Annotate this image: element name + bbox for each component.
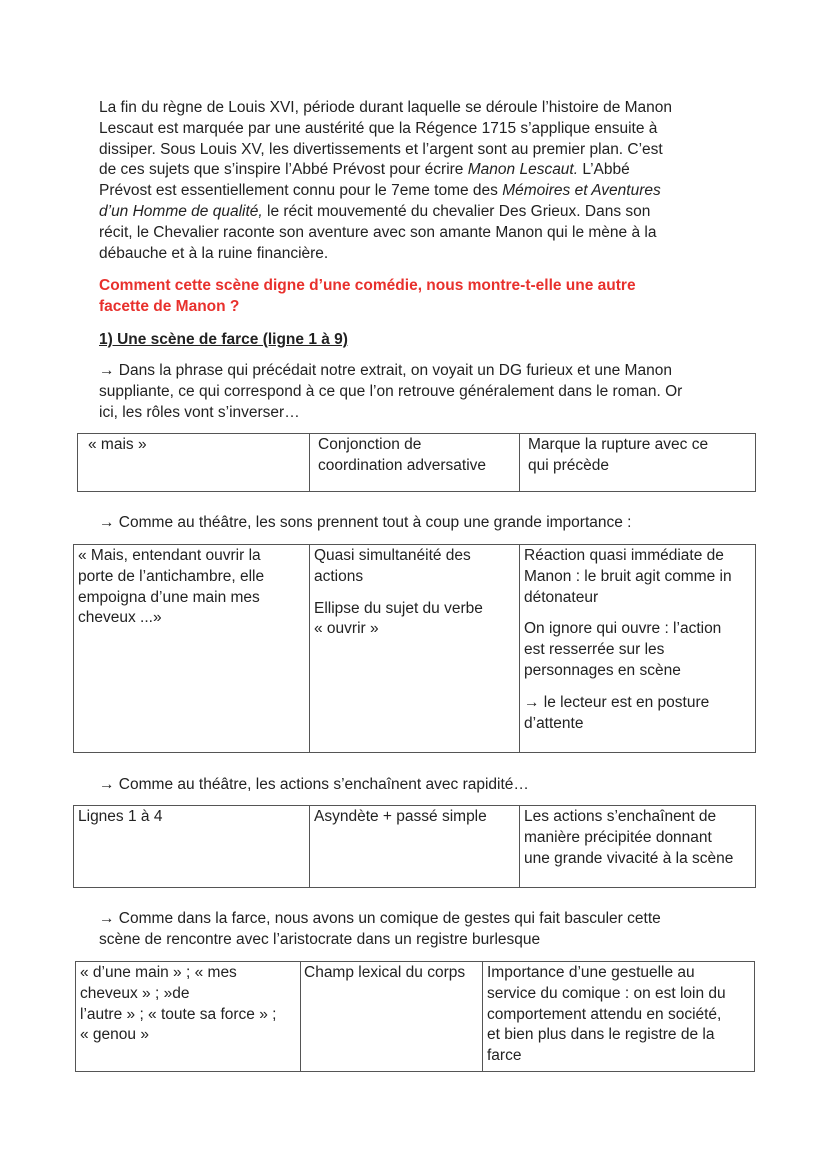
cell-line: « mais » bbox=[88, 436, 147, 453]
cell-line: manière précipitée donnant bbox=[524, 828, 712, 846]
intro-line bbox=[99, 202, 739, 223]
section-heading: 1) Une scène de farce (ligne 1 à 9) bbox=[99, 331, 348, 348]
intro-line: La fin du règne de Louis XVI, période durant laquelle se déroule l’histoire de Manon bbox=[99, 99, 673, 116]
cell-line: Lignes 1 à 4 bbox=[78, 808, 163, 825]
intro-line bbox=[99, 160, 739, 181]
cell-line: Réaction quasi immédiate de bbox=[524, 547, 724, 564]
analysis-table-1 bbox=[77, 433, 756, 492]
quote-cell bbox=[74, 545, 310, 753]
cell-line: détonateur bbox=[524, 588, 599, 606]
cell-line: Champ lexical du corps bbox=[304, 964, 466, 981]
cell-paragraph bbox=[524, 619, 751, 681]
cell-line: et bien plus dans le registre de la bbox=[487, 1026, 715, 1044]
cell-line: cheveux » ; »de bbox=[80, 984, 190, 1002]
quote-cell bbox=[76, 962, 301, 1072]
table-row bbox=[74, 545, 756, 753]
cell-line: Ellipse du sujet du verbe bbox=[314, 599, 483, 617]
interpretation-cell bbox=[520, 434, 756, 492]
procede-cell bbox=[310, 434, 520, 492]
cell-line: On ignore qui ouvre : l’action bbox=[524, 620, 722, 638]
cell-line: Conjonction de bbox=[318, 436, 422, 453]
cell-line: Importance d’une gestuelle au bbox=[487, 964, 695, 981]
cell-line: « genou » bbox=[80, 1026, 149, 1044]
cell-line: qui précède bbox=[528, 456, 610, 474]
cell-line: porte de l’antichambre, elle bbox=[78, 567, 265, 585]
interpretation-cell bbox=[483, 962, 755, 1072]
table-row bbox=[78, 434, 756, 492]
cell-line: d’attente bbox=[524, 714, 584, 732]
table-row bbox=[74, 806, 756, 888]
intro-text: Prévost est essentiellement connu pour le 7eme tome des bbox=[99, 182, 503, 200]
cell-paragraph bbox=[524, 693, 751, 735]
intro-paragraph bbox=[99, 98, 739, 264]
cell-line: coordination adversative bbox=[318, 456, 487, 474]
cell-line: « d’une main » ; « mes bbox=[80, 964, 237, 981]
cell-line: comportement attendu en société, bbox=[487, 1005, 722, 1023]
table-row bbox=[76, 962, 755, 1072]
procede-cell bbox=[310, 545, 520, 753]
cell-line: empoigna d’une main mes bbox=[78, 588, 260, 606]
cell-line: une grande vivacité à la scène bbox=[524, 849, 734, 867]
interpretation-cell bbox=[520, 806, 756, 888]
book-title: d’un Homme de qualité, bbox=[99, 202, 263, 220]
intro-line: ici, les rôles vont s’inverser… bbox=[99, 403, 300, 421]
analysis-table-3 bbox=[73, 805, 756, 888]
intro-line: scène de rencontre avec l’aristocrate dans un registre burlesque bbox=[99, 930, 541, 948]
intro-line: suppliante, ce qui correspond à ce que l’on retrouve généralement dans le roman. Or bbox=[99, 382, 683, 400]
cell-line: farce bbox=[487, 1047, 522, 1065]
book-title: Mémoires et Aventures bbox=[502, 182, 661, 200]
intro-text: le récit mouvementé du chevalier Des Grieux. Dans son bbox=[262, 202, 651, 220]
procede-cell bbox=[310, 806, 520, 888]
interpretation-cell bbox=[520, 545, 756, 753]
cell-line: Quasi simultanéité des bbox=[314, 547, 471, 564]
cell-line: Manon : le bruit agit comme in bbox=[524, 567, 732, 585]
section4-intro bbox=[99, 909, 739, 951]
problematic-question bbox=[99, 276, 739, 318]
analysis-table-2 bbox=[73, 544, 756, 753]
intro-line: récit, le Chevalier raconte son aventure avec son amante Manon qui le mène à la bbox=[99, 223, 657, 241]
intro-line: → Comme dans la farce, nous avons un comique de gestes qui fait basculer cette bbox=[99, 910, 661, 927]
cell-paragraph bbox=[314, 546, 515, 588]
section3-intro: → Comme au théâtre, les actions s’enchaînent avec rapidité… bbox=[99, 776, 529, 793]
cell-line: l’autre » ; « toute sa force » ; bbox=[80, 1005, 277, 1023]
question-line: Comment cette scène digne d’une comédie, nous montre-t-elle une autre bbox=[99, 277, 636, 294]
quote-cell bbox=[78, 434, 310, 492]
cell-paragraph bbox=[314, 599, 515, 641]
quote-cell bbox=[74, 806, 310, 888]
cell-line: → le lecteur est en posture bbox=[524, 693, 710, 711]
procede-cell bbox=[301, 962, 483, 1072]
intro-line: → Dans la phrase qui précédait notre extrait, on voyait un DG furieux et une Manon bbox=[99, 362, 672, 379]
cell-paragraph bbox=[524, 546, 751, 608]
cell-line: « ouvrir » bbox=[314, 620, 379, 638]
intro-line: Lescaut est marquée par une austérité que la Régence 1715 s’applique ensuite à bbox=[99, 119, 658, 137]
cell-line: Marque la rupture avec ce bbox=[528, 436, 709, 453]
section1-intro bbox=[99, 361, 739, 423]
cell-line: Asyndète + passé simple bbox=[314, 808, 487, 825]
intro-line: dissiper. Sous Louis XV, les divertissements et l’argent sont au premier plan. C’est bbox=[99, 140, 663, 158]
cell-line: actions bbox=[314, 567, 364, 585]
question-line: facette de Manon ? bbox=[99, 297, 240, 315]
intro-text: L’Abbé bbox=[578, 161, 630, 179]
cell-line: Les actions s’enchaînent de bbox=[524, 808, 717, 825]
section2-intro: → Comme au théâtre, les sons prennent tout à coup une grande importance : bbox=[99, 514, 632, 531]
book-title: Manon Lescaut. bbox=[467, 161, 579, 179]
intro-text: de ces sujets que s’inspire l’Abbé Prévost pour écrire bbox=[99, 161, 468, 179]
intro-line bbox=[99, 181, 739, 202]
cell-line: personnages en scène bbox=[524, 661, 681, 679]
cell-line: est resserrée sur les bbox=[524, 641, 665, 659]
cell-line: service du comique : on est loin du bbox=[487, 984, 726, 1002]
intro-line: débauche et à la ruine financière. bbox=[99, 244, 329, 262]
cell-line: « Mais, entendant ouvrir la bbox=[78, 547, 261, 564]
cell-line: cheveux ...» bbox=[78, 609, 162, 627]
analysis-table-4 bbox=[75, 961, 755, 1072]
